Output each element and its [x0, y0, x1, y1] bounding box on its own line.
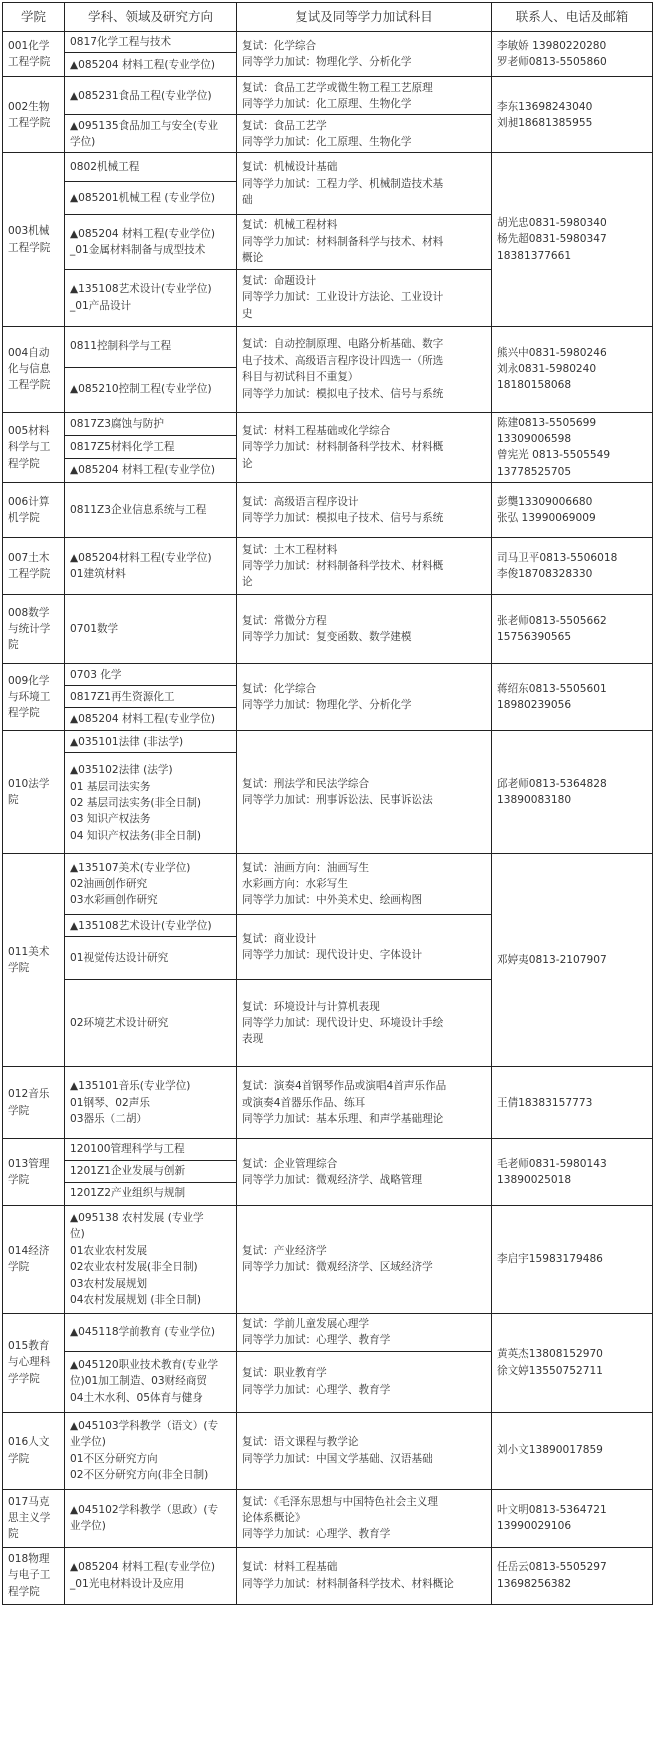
contact-cell: 彭龑13309006680 张弘 13990069009	[492, 483, 653, 538]
contact-cell: 李敏娇 13980220280 罗老师0813-5505860	[492, 32, 653, 77]
major-cell: 0703 化学	[65, 664, 237, 686]
major-cell: 0817Z1再生资源化工	[65, 686, 237, 708]
major-cell: ▲085204 材料工程(专业学位) _01金属材料制备与成型技术	[65, 215, 237, 269]
contact-cell: 胡光忠0831-5980340 杨先超0831-5980347 18381377661	[492, 153, 653, 326]
header-exam: 复试及同等学力加试科目	[237, 3, 492, 32]
table-row	[3, 1547, 653, 1604]
contact-cell: 司马卫平0813-5506018 李俊18708328330	[492, 538, 653, 595]
college-name: 017马克 思主义学 院	[3, 1489, 65, 1547]
major-cell: 0817Z5材料化学工程	[65, 435, 237, 458]
contact-cell: 陈建0813-5505699 13309006598 曾宪光 0813-5505549 13778525705	[492, 412, 653, 483]
major-cell: 0802机械工程	[65, 153, 237, 182]
major-cell: 02环境艺术设计研究	[65, 980, 237, 1067]
major-cell: ▲045120职业技术教育(专业学 位)01加工制造、03财经商贸 04土木水利、05体育与健身	[65, 1351, 237, 1412]
contact-cell: 李启宇15983179486	[492, 1205, 653, 1313]
exam-cell: 复试：机械设计基础 同等学力加试：工程力学、机械制造技术基 础	[237, 153, 492, 215]
contact-cell: 刘小文13890017859	[492, 1412, 653, 1489]
college-name: 006计算 机学院	[3, 483, 65, 538]
major-cell: ▲045103学科教学（语文）(专 业学位) 01不区分研究方向 02不区分研究方向(非全日制)	[65, 1412, 237, 1489]
exam-cell: 复试：高级语言程序设计 同等学力加试：模拟电子技术、信号与系统	[237, 483, 492, 538]
major-cell: ▲035101法律 (非法学)	[65, 731, 237, 753]
contact-cell: 熊兴中0831-5980246 刘永0831-5980240 18180158068	[492, 326, 653, 412]
college-name: 002生物 工程学院	[3, 77, 65, 153]
major-cell: ▲085204 材料工程(专业学位)	[65, 708, 237, 731]
major-cell: ▲095135食品加工与安全(专业 学位)	[65, 115, 237, 153]
major-cell: ▲085210控制工程(专业学位)	[65, 367, 237, 412]
major-cell: ▲085204 材料工程(专业学位) _01光电材料设计及应用	[65, 1547, 237, 1604]
major-cell: ▲135108艺术设计(专业学位) _01产品设计	[65, 269, 237, 326]
major-cell: 0811控制科学与工程	[65, 326, 237, 367]
college-name: 003机械 工程学院	[3, 153, 65, 326]
college-name: 012音乐 学院	[3, 1067, 65, 1139]
exam-cell: 复试：命题设计 同等学力加试：工业设计方法论、工业设计 史	[237, 269, 492, 326]
college-name: 015教育 与心理科 学学院	[3, 1313, 65, 1412]
contact-cell: 王倩18383157773	[492, 1067, 653, 1139]
table-row	[3, 1412, 653, 1489]
header-contact: 联系人、电话及邮箱	[492, 3, 653, 32]
table-row	[3, 1067, 653, 1139]
major-cell: ▲135108艺术设计(专业学位)	[65, 915, 237, 937]
major-cell: ▲085204材料工程(专业学位) 01建筑材料	[65, 538, 237, 595]
major-cell: 01视觉传达设计研究	[65, 937, 237, 980]
exam-cell: 复试：土木工程材料 同等学力加试：材料制备科学技术、材料概 论	[237, 538, 492, 595]
college-name: 004自动 化与信息 工程学院	[3, 326, 65, 412]
exam-cell: 复试：职业教育学 同等学力加试：心理学、教育学	[237, 1351, 492, 1412]
table-row	[3, 153, 653, 182]
exam-cell: 复试：产业经济学 同等学力加试：微观经济学、区域经济学	[237, 1205, 492, 1313]
graduate-exam-table	[2, 2, 653, 1605]
major-cell: 0817Z3腐蚀与防护	[65, 412, 237, 435]
exam-cell: 复试：食品工艺学 同等学力加试：化工原理、生物化学	[237, 115, 492, 153]
major-cell: 0817化学工程与技术	[65, 32, 237, 53]
table-row	[3, 664, 653, 686]
header-row	[3, 3, 653, 32]
college-name: 018物理 与电子工 程学院	[3, 1547, 65, 1604]
exam-cell: 复试：化学综合 同等学力加试：物理化学、分析化学	[237, 664, 492, 731]
major-cell: 0811Z3企业信息系统与工程	[65, 483, 237, 538]
exam-cell: 复试：油画方向：油画写生 水彩画方向：水彩写生 同等学力加试：中外美术史、绘画构图	[237, 854, 492, 915]
college-name: 014经济 学院	[3, 1205, 65, 1313]
major-cell: ▲135101音乐(专业学位) 01钢琴、02声乐 03器乐（二胡）	[65, 1067, 237, 1139]
major-cell: ▲035102法律 (法学) 01 基层司法实务 02 基层司法实务(非全日制) 03 知识产权法务 04 知识产权法务(非全日制)	[65, 753, 237, 854]
college-name: 011美术 学院	[3, 854, 65, 1067]
major-cell: ▲085204 材料工程(专业学位)	[65, 53, 237, 77]
college-name: 009化学 与环境工 程学院	[3, 664, 65, 731]
table-row	[3, 32, 653, 53]
college-name: 007土木 工程学院	[3, 538, 65, 595]
exam-cell: 复试：《毛泽东思想与中国特色社会主义理 论体系概论》 同等学力加试：心理学、教育学	[237, 1489, 492, 1547]
exam-cell: 复试：机械工程材料 同等学力加试：材料制备科学与技术、材料 概论	[237, 215, 492, 269]
header-college: 学院	[3, 3, 65, 32]
exam-cell: 复试：常微分方程 同等学力加试：复变函数、数学建模	[237, 595, 492, 664]
table-row	[3, 538, 653, 595]
college-name: 008数学 与统计学 院	[3, 595, 65, 664]
college-name: 010法学 院	[3, 731, 65, 854]
table-row	[3, 1139, 653, 1160]
college-name: 016人文 学院	[3, 1412, 65, 1489]
table-row	[3, 77, 653, 115]
table-row	[3, 326, 653, 367]
major-cell: 1201Z1企业发展与创新	[65, 1160, 237, 1182]
contact-cell: 邓婷夷0813-2107907	[492, 854, 653, 1067]
exam-cell: 复试：企业管理综合 同等学力加试：微观经济学、战略管理	[237, 1139, 492, 1205]
exam-cell: 复试：材料工程基础 同等学力加试：材料制备科学技术、材料概论	[237, 1547, 492, 1604]
contact-cell: 张老师0813-5505662 15756390565	[492, 595, 653, 664]
exam-cell: 复试：材料工程基础或化学综合 同等学力加试：材料制备科学技术、材料概 论	[237, 412, 492, 483]
college-name: 005材料 科学与工 程学院	[3, 412, 65, 483]
contact-cell: 毛老师0831-5980143 13890025018	[492, 1139, 653, 1205]
table-row	[3, 412, 653, 435]
table-row	[3, 595, 653, 664]
major-cell: ▲135107美术(专业学位) 02油画创作研究 03水彩画创作研究	[65, 854, 237, 915]
major-cell: 1201Z2产业组织与规制	[65, 1182, 237, 1205]
contact-cell: 黄英杰13808152970 徐文婷13550752711	[492, 1313, 653, 1412]
major-cell: ▲095138 农村发展 (专业学 位) 01农业农村发展 02农业农村发展(非全日制) 03农村发展规划 04农村发展规划 (非全日制)	[65, 1205, 237, 1313]
major-cell: 0701数学	[65, 595, 237, 664]
contact-cell: 叶文明0813-5364721 13990029106	[492, 1489, 653, 1547]
table-row	[3, 1205, 653, 1313]
major-cell: ▲085204 材料工程(专业学位)	[65, 459, 237, 483]
exam-cell: 复试：演奏4首钢琴作品或演唱4首声乐作品 或演奏4首器乐作品、练耳 同等学力加试：基本乐理、和声学基础理论	[237, 1067, 492, 1139]
table-row	[3, 731, 653, 753]
exam-cell: 复试：商业设计 同等学力加试：现代设计史、字体设计	[237, 915, 492, 980]
major-cell: ▲045102学科教学（思政）(专 业学位)	[65, 1489, 237, 1547]
contact-cell: 邱老师0813-5364828 13890083180	[492, 731, 653, 854]
header-major: 学科、领域及研究方向	[65, 3, 237, 32]
exam-cell: 复试：食品工艺学或微生物工程工艺原理 同等学力加试：化工原理、生物化学	[237, 77, 492, 115]
exam-cell: 复试：学前儿童发展心理学 同等学力加试：心理学、教育学	[237, 1313, 492, 1351]
table-row	[3, 1489, 653, 1547]
exam-cell: 复试：刑法学和民法学综合 同等学力加试：刑事诉讼法、民事诉讼法	[237, 731, 492, 854]
table-row	[3, 1313, 653, 1351]
table-row	[3, 483, 653, 538]
major-cell: ▲045118学前教育 (专业学位)	[65, 1313, 237, 1351]
contact-cell: 李东13698243040 刘昶18681385955	[492, 77, 653, 153]
exam-cell: 复试：环境设计与计算机表现 同等学力加试：现代设计史、环境设计手绘 表现	[237, 980, 492, 1067]
major-cell: 120100管理科学与工程	[65, 1139, 237, 1160]
exam-cell: 复试：化学综合 同等学力加试：物理化学、分析化学	[237, 32, 492, 77]
contact-cell: 蒋绍东0813-5505601 18980239056	[492, 664, 653, 731]
exam-cell: 复试：语文课程与教学论 同等学力加试：中国文学基础、汉语基础	[237, 1412, 492, 1489]
major-cell: ▲085201机械工程 (专业学位)	[65, 182, 237, 215]
college-name: 013管理 学院	[3, 1139, 65, 1205]
contact-cell: 任岳云0813-5505297 13698256382	[492, 1547, 653, 1604]
table-row	[3, 854, 653, 915]
major-cell: ▲085231食品工程(专业学位)	[65, 77, 237, 115]
exam-cell: 复试：自动控制原理、电路分析基础、数字 电子技术、高级语言程序设计四选一（所选 科目与初试科目不重复） 同等学力加试：模拟电子技术、信号与系统	[237, 326, 492, 412]
college-name: 001化学 工程学院	[3, 32, 65, 77]
